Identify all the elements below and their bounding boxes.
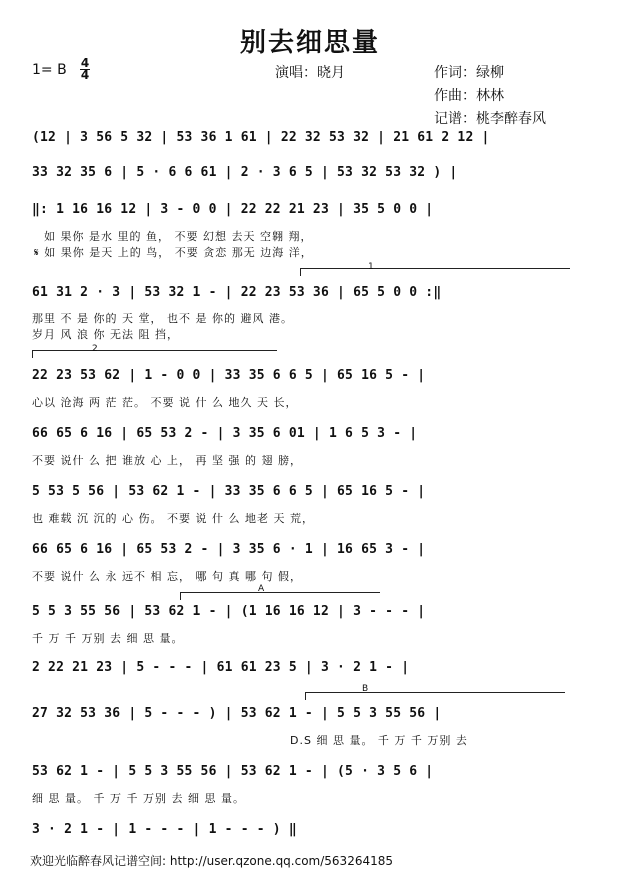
composer-credit: 作曲：林林: [434, 88, 504, 104]
time-signature: [80, 58, 90, 81]
staff-line-2: 33 32 35 6 | 5 · 6 6 61 | 2 · 3 6 5 | 53 32 53 32 ) |: [32, 165, 458, 180]
staff-line-11: 27 32 53 36 | 5 - - - ) | 53 62 1 - | 5 5 3 55 56 |: [32, 706, 442, 721]
volta-bracket-2: [32, 350, 277, 351]
section-b-bracket: [305, 692, 565, 693]
key-signature: 1= B: [32, 62, 67, 78]
staff-line-4: 61 31 2 · 3 | 53 32 1 - | 22 23 53 36 | 65 5 0 0 :‖: [32, 285, 442, 300]
staff-line-1: (12 | 3 56 5 32 | 53 36 1 61 | 22 32 53 32 | 21 61 2 12 |: [32, 130, 490, 145]
staff-line-9: 5 5 3 55 56 | 53 62 1 - | (1 16 16 12 | 3 - - - |: [32, 604, 426, 619]
volta-bracket-2-hook: [32, 350, 33, 358]
lyric-line: 不要 说什 么 把 谁放 心 上， 再 坚 强 的 翅 膀，: [32, 454, 302, 467]
volta-2-label: 2: [92, 344, 98, 354]
lyric-line: 岁月 风 浪 你 无法 阻 挡，: [32, 328, 179, 341]
staff-line-8: 66 65 6 16 | 65 53 2 - | 3 35 6 · 1 | 16 65 3 - |: [32, 542, 426, 557]
lyric-line: 不要 说什 么 永 远不 相 忘， 哪 句 真 哪 句 假，: [32, 570, 302, 583]
staff-line-3: ‖: 1 16 16 12 | 3 - 0 0 | 22 22 21 23 | 35 5 0 0 |: [32, 202, 434, 217]
staff-line-13: 3 · 2 1 - | 1 - - - | 1 - - - ) ‖: [32, 822, 297, 837]
volta-bracket-1: [300, 268, 570, 269]
lyric-line: 细 思 量。 千 万 千 万别 去 细 思 量。: [32, 792, 245, 805]
footer-note: 欢迎光临醉春风记谱空间: http://user.qzone.qq.com/563264185: [30, 854, 394, 868]
lyric-line: 千 万 千 万别 去 细 思 量。: [32, 632, 184, 645]
volta-1-label: 1: [368, 262, 374, 272]
lyric-line: 𝄋 如 果你 是天 上的 鸟， 不要 贪恋 那无 边海 洋，: [34, 246, 313, 259]
singer-credit: 演唱：晓月: [275, 65, 345, 81]
time-signature-top: 4: [80, 56, 90, 70]
volta-bracket-1-hook: [300, 268, 301, 276]
transcriber-credit: 记谱：桃李醉春风: [434, 111, 546, 127]
staff-line-10: 2 22 21 23 | 5 - - - | 61 61 23 5 | 3 · 2 1 - |: [32, 660, 410, 675]
staff-line-12: 53 62 1 - | 5 5 3 55 56 | 53 62 1 - | (5 · 3 5 6 |: [32, 764, 434, 779]
section-b-hook: [305, 692, 306, 700]
lyricist-credit: 作词：绿柳: [434, 65, 504, 81]
time-signature-bottom: 4: [80, 68, 90, 82]
staff-line-7: 5 53 5 56 | 53 62 1 - | 33 35 6 6 5 | 65 16 5 - |: [32, 484, 426, 499]
section-a-bracket: [180, 592, 380, 593]
section-b-label: B: [362, 684, 369, 694]
lyric-line: 那里 不 是 你的 天 堂， 也不 是 你的 避风 港。: [32, 312, 293, 325]
section-a-hook: [180, 592, 181, 600]
section-a-label: A: [258, 584, 265, 594]
lyric-line: 如 果你 是水 里的 鱼， 不要 幻想 去天 空翱 翔，: [44, 230, 313, 243]
staff-line-5: 22 23 53 62 | 1 - 0 0 | 33 35 6 6 5 | 65 16 5 - |: [32, 368, 426, 383]
song-title: 别去细思量: [239, 28, 380, 58]
lyric-line: 心以 沧海 两 茫 茫。 不要 说 什 么 地久 天 长，: [32, 396, 298, 409]
lyric-line: 也 难载 沉 沉的 心 伤。 不要 说 什 么 地老 天 荒，: [32, 512, 314, 525]
staff-line-6: 66 65 6 16 | 65 53 2 - | 3 35 6 01 | 1 6 5 3 - |: [32, 426, 418, 441]
lyric-line: D.S 细 思 量。 千 万 千 万别 去: [290, 734, 468, 747]
